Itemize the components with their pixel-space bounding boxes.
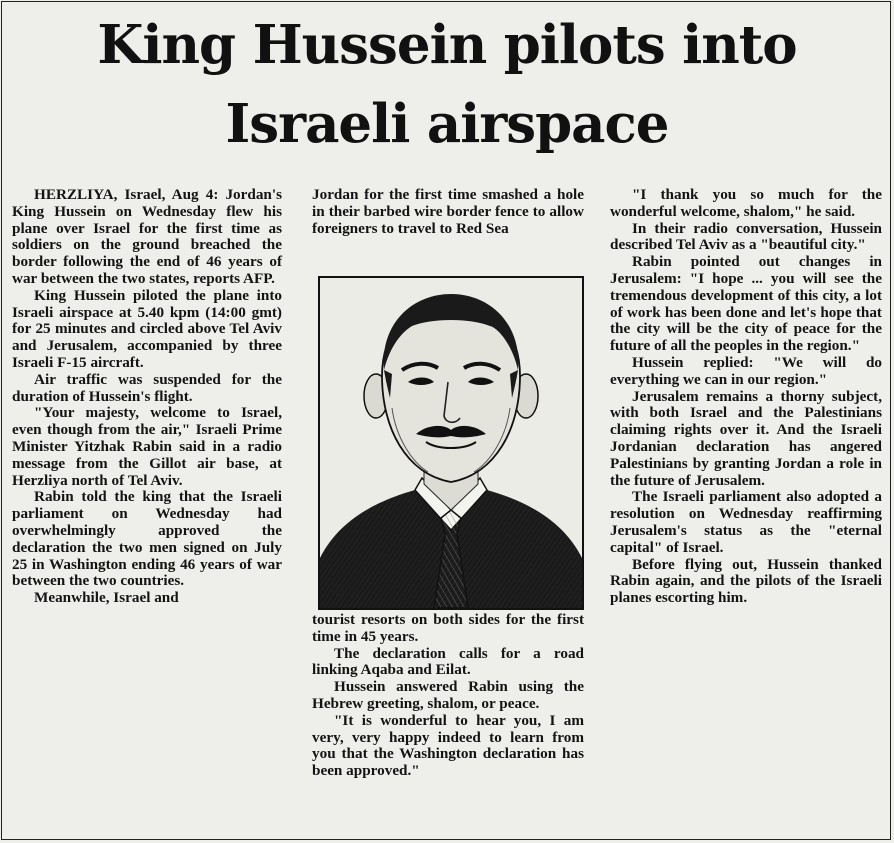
headline <box>0 6 894 164</box>
paragraph: Meanwhile, Israel and <box>34 589 179 607</box>
paragraph: Hussein answered Rabin using the Hebrew greeting, shalom, or peace. <box>312 678 584 712</box>
paragraph: Before flying out, Hussein thanked Rabin again, and the pilots of the Israeli planes escorting him. <box>610 555 882 607</box>
portrait-illustration <box>320 278 582 608</box>
paragraph: "I thank you so much for the wonderful welcome, shalom," he said. <box>610 186 882 220</box>
paragraph: Jerusalem remains a thorny subject, with both Israel and the Palestinians claiming rights over it. And the Israeli Jordanian declaration has angered Palestinians by granting Jordan a role in the future of Jerusalem. <box>610 387 882 489</box>
article-column-1 <box>12 187 282 607</box>
paragraph: King Hussein piloted the plane into Israeli airspace at 5.40 kpm (14:00 gmt) for 25 minutes and circled above Tel Aviv and Jerusalem, accompanied by three Israeli F-15 aircraft. <box>12 286 282 371</box>
paragraph: Hussein replied: "We will do everything we can in our region." <box>610 353 882 388</box>
headline-line-1: King Hussein pilots into <box>97 14 797 76</box>
article-column-2-bottom <box>312 612 584 780</box>
article-column-2-top <box>312 187 584 237</box>
paragraph: tourist resorts on both sides for the first time in 45 years. <box>312 611 584 645</box>
paragraph: HERZLIYA, Israel, Aug 4: Jordan's King Hussein on Wednesday flew his plane over Israel for the first time as soldiers on the ground breached the border following the end of 46 years of war between the two states, reports AFP. <box>12 186 282 287</box>
paragraph: Rabin told the king that the Israeli parliament on Wednesday had overwhelmingly approved the declaration the two men signed on July 25 in Washington ending 46 years of war between the two countries. <box>12 488 282 590</box>
paragraph: Jordan for the first time smashed a hole in their barbed wire border fence to allow foreigners to travel to Red Sea <box>312 186 584 237</box>
paragraph: Rabin pointed out changes in Jerusalem: "I hope ... you will see the tremendous development of this city, a lot of work has been done and let's hope that the city will be the city of peace for the future of all the peoples in the region." <box>610 253 882 355</box>
headline-line-2: Israeli airspace <box>225 93 669 155</box>
paragraph: The Israeli parliament also adopted a resolution on Wednesday reaffirming Jerusalem's status as the "eternal capital" of Israel. <box>610 488 882 556</box>
portrait-photo <box>318 276 584 610</box>
paragraph: "It is wonderful to hear you, I am very, very happy indeed to learn from you that the Washington declaration has been approved." <box>312 711 584 780</box>
paragraph: The declaration calls for a road linking Aqaba and Eilat. <box>312 644 584 679</box>
paragraph: In their radio conversation, Hussein described Tel Aviv as a "beautiful city." <box>610 219 882 254</box>
article-column-3 <box>610 187 882 607</box>
paragraph: Air traffic was suspended for the duration of Hussein's flight. <box>12 370 282 405</box>
paragraph: "Your majesty, welcome to Israel, even though from the air," Israeli Prime Minister Yitzhak Rabin said in a radio message from the Gillot air base, at Herzliya north of Tel Aviv. <box>12 404 282 489</box>
